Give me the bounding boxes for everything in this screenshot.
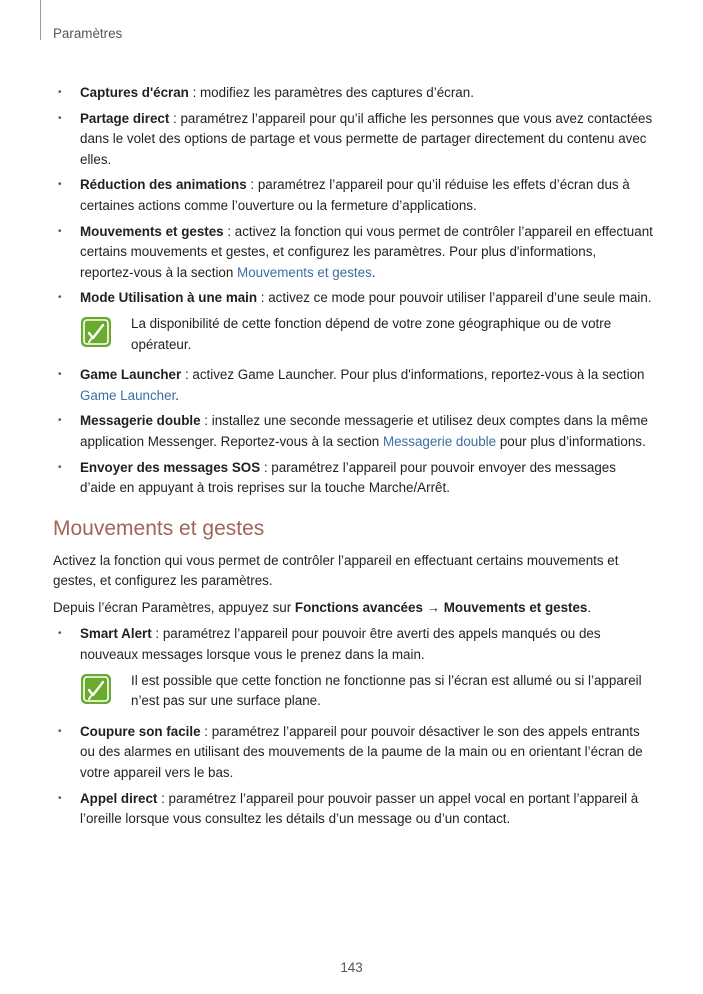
item-text-after: pour plus d’informations. <box>496 433 646 449</box>
note-box <box>53 314 653 355</box>
path-prefix: Depuis l’écran Paramètres, appuyez sur <box>53 599 295 615</box>
item-term: Partage direct <box>80 110 170 126</box>
list-item <box>53 722 653 784</box>
item-text: : activez ce mode pour pouvoir utiliser l’appareil d’une seule main. <box>257 290 652 306</box>
note-pencil-icon <box>80 316 112 348</box>
section-intro: Activez la fonction qui vous permet de contrôler l’appareil en effectuant certains mouvements et gestes, et configurez les paramètres. <box>53 552 619 589</box>
item-text-after: . <box>175 387 180 403</box>
list-item <box>53 624 653 665</box>
list-item <box>53 109 653 171</box>
path-arrow: → <box>422 599 444 615</box>
item-term: Game Launcher <box>80 367 182 383</box>
item-text: : paramétrez l’appareil pour qu’il affiche les personnes que vous avez contactées dans le volet des options de partage et vous permette de partager directement du contenu avec elles. <box>80 110 653 167</box>
list-item <box>53 175 653 216</box>
navigation-path <box>53 598 653 619</box>
note-text: Il est possible que cette fonction ne fonctionne pas si l’écran est allumé ou si l’appareil n’est pas sur une surface plane. <box>131 672 642 709</box>
header-rule <box>40 0 41 40</box>
list-item <box>53 458 653 499</box>
item-term: Envoyer des messages SOS <box>80 459 261 475</box>
item-term: Smart Alert <box>80 626 152 642</box>
item-text: : installez une seconde messagerie et utilisez deux comptes dans la même application Messenger. Reportez-vous à la section <box>80 413 648 449</box>
settings-list-3 <box>53 624 653 665</box>
list-item <box>53 288 653 309</box>
item-term: Mouvements et gestes <box>80 223 224 239</box>
section-link-mouvements[interactable]: Mouvements et gestes <box>237 264 372 280</box>
item-text: : modifiez les paramètres des captures d’écran. <box>188 85 474 100</box>
path-step-2: Mouvements et gestes <box>443 599 588 615</box>
note-box <box>53 671 653 712</box>
item-text-after: . <box>371 264 376 280</box>
list-item <box>53 365 653 406</box>
section-link-game-launcher[interactable]: Game Launcher <box>80 387 176 403</box>
item-text: : activez la fonction qui vous permet de contrôler l’appareil en effectuant certains mouvements et gestes, et configurez les paramètres. Pour plus d'informations, reportez-vous à la section <box>80 223 653 280</box>
note-pencil-icon <box>80 673 112 705</box>
item-text: : paramétrez l’appareil pour pouvoir passer un appel vocal en portant l’appareil à l’oreille lorsque vous consultez les détails d’un message ou d’un contact. <box>80 790 639 827</box>
item-term: Mode Utilisation à une main <box>80 290 258 306</box>
section-link-messagerie-double[interactable]: Messagerie double <box>382 433 497 449</box>
item-text: : paramétrez l’appareil pour pouvoir désactiver le son des appels entrants ou des alarmes en utilisant des mouvements de la paume de la main ou en orientant l’écran de votre appareil vers le bas. <box>80 723 643 781</box>
list-item <box>53 83 653 104</box>
item-term: Messagerie double <box>80 413 201 429</box>
page-number: 143 <box>340 960 363 975</box>
page-header-title: Paramètres <box>53 26 123 41</box>
settings-list-1 <box>53 83 653 309</box>
settings-list-2 <box>53 365 653 499</box>
item-text: : paramétrez l’appareil pour pouvoir être averti des appels manqués ou des nouveaux messages lorsque vous le prenez dans la main. <box>80 626 601 663</box>
section-title: Mouvements et gestes <box>53 516 265 540</box>
item-text: : activez Game Launcher. Pour plus d'informations, reportez-vous à la section <box>181 367 645 383</box>
settings-list-4 <box>53 722 653 830</box>
list-item <box>53 411 653 452</box>
note-text: La disponibilité de cette fonction dépend de votre zone géographique ou de votre opérateur. <box>131 315 612 352</box>
path-step-1: Fonctions avancées <box>294 599 423 615</box>
item-term: Coupure son facile <box>80 723 201 739</box>
item-term: Appel direct <box>80 790 158 806</box>
page-content <box>53 83 653 835</box>
item-term: Réduction des animations <box>80 177 247 193</box>
item-text: : paramétrez l’appareil pour pouvoir envoyer des messages d’aide en appuyant à trois reprises sur la touche Marche/Arrêt. <box>80 459 616 496</box>
list-item <box>53 789 653 830</box>
item-term: Captures d'écran <box>80 85 189 100</box>
item-text: : paramétrez l’appareil pour qu’il réduise les effets d’écran dus à certaines actions comme l’ouverture ou la fermeture d’applications. <box>80 177 630 213</box>
list-item <box>53 222 653 284</box>
path-suffix: . <box>587 599 592 615</box>
